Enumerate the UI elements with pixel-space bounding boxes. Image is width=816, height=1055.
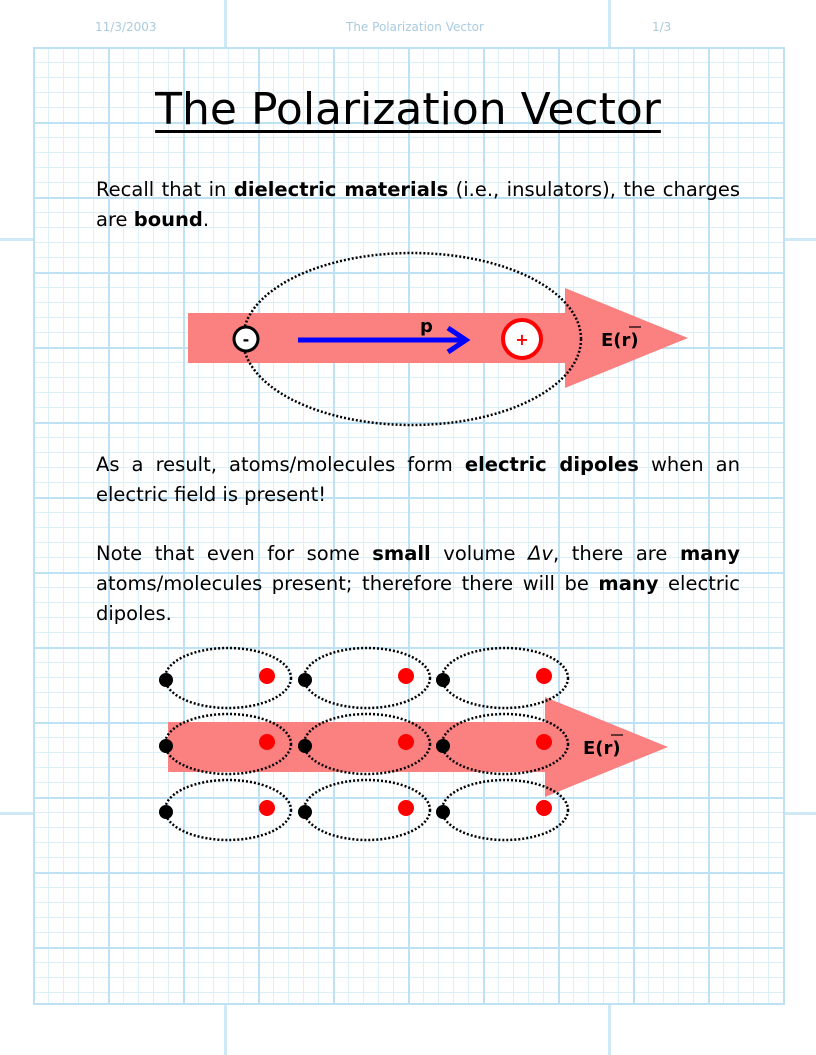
term-small: small [372, 542, 431, 565]
text: . [202, 208, 210, 231]
negative-charge [159, 673, 173, 687]
text: Recall that in [96, 178, 234, 201]
text: , there are [552, 542, 680, 565]
page-title: The Polarization Vector [155, 84, 661, 135]
text: when an electric field is present! [96, 453, 740, 506]
negative-sign: - [242, 330, 250, 349]
negative-charge [298, 673, 312, 687]
term-many: many [679, 542, 741, 565]
text: volume [430, 542, 529, 565]
positive-charge [398, 734, 414, 750]
header-title: The Polarization Vector [346, 20, 484, 34]
positive-charge [259, 734, 275, 750]
negative-charge [436, 739, 450, 753]
term-many: many [598, 572, 659, 595]
negative-charge [159, 805, 173, 819]
negative-charge [436, 805, 450, 819]
positive-charge [259, 800, 275, 816]
positive-charge [536, 800, 552, 816]
dipole-moment-label: p [420, 316, 433, 337]
positive-charge [536, 734, 552, 750]
text: As a result, atoms/molecules form [96, 453, 465, 476]
header-date: 11/3/2003 [95, 20, 157, 34]
header-page-number: 1/3 [652, 20, 672, 34]
text: (i.e., insulators), the charges are [96, 178, 740, 231]
text: atoms/molecules present; therefore there will be [96, 572, 599, 595]
positive-charge [398, 800, 414, 816]
term-electric-dipoles: electric dipoles [464, 453, 639, 476]
negative-charge [298, 739, 312, 753]
positive-charge [259, 668, 275, 684]
negative-charge [298, 805, 312, 819]
negative-charge [436, 673, 450, 687]
text: electric dipoles. [96, 572, 740, 625]
term-dielectric-materials: dielectric materials [233, 178, 449, 201]
positive-charge [536, 668, 552, 684]
math-delta-v: Δv [528, 542, 553, 565]
field-label: E(r) [601, 330, 639, 351]
term-bound: bound [133, 208, 203, 231]
text: Note that even for some [96, 542, 373, 565]
negative-charge [159, 739, 173, 753]
positive-charge [398, 668, 414, 684]
field-label: E(r) [583, 738, 621, 759]
positive-sign: + [515, 330, 529, 349]
